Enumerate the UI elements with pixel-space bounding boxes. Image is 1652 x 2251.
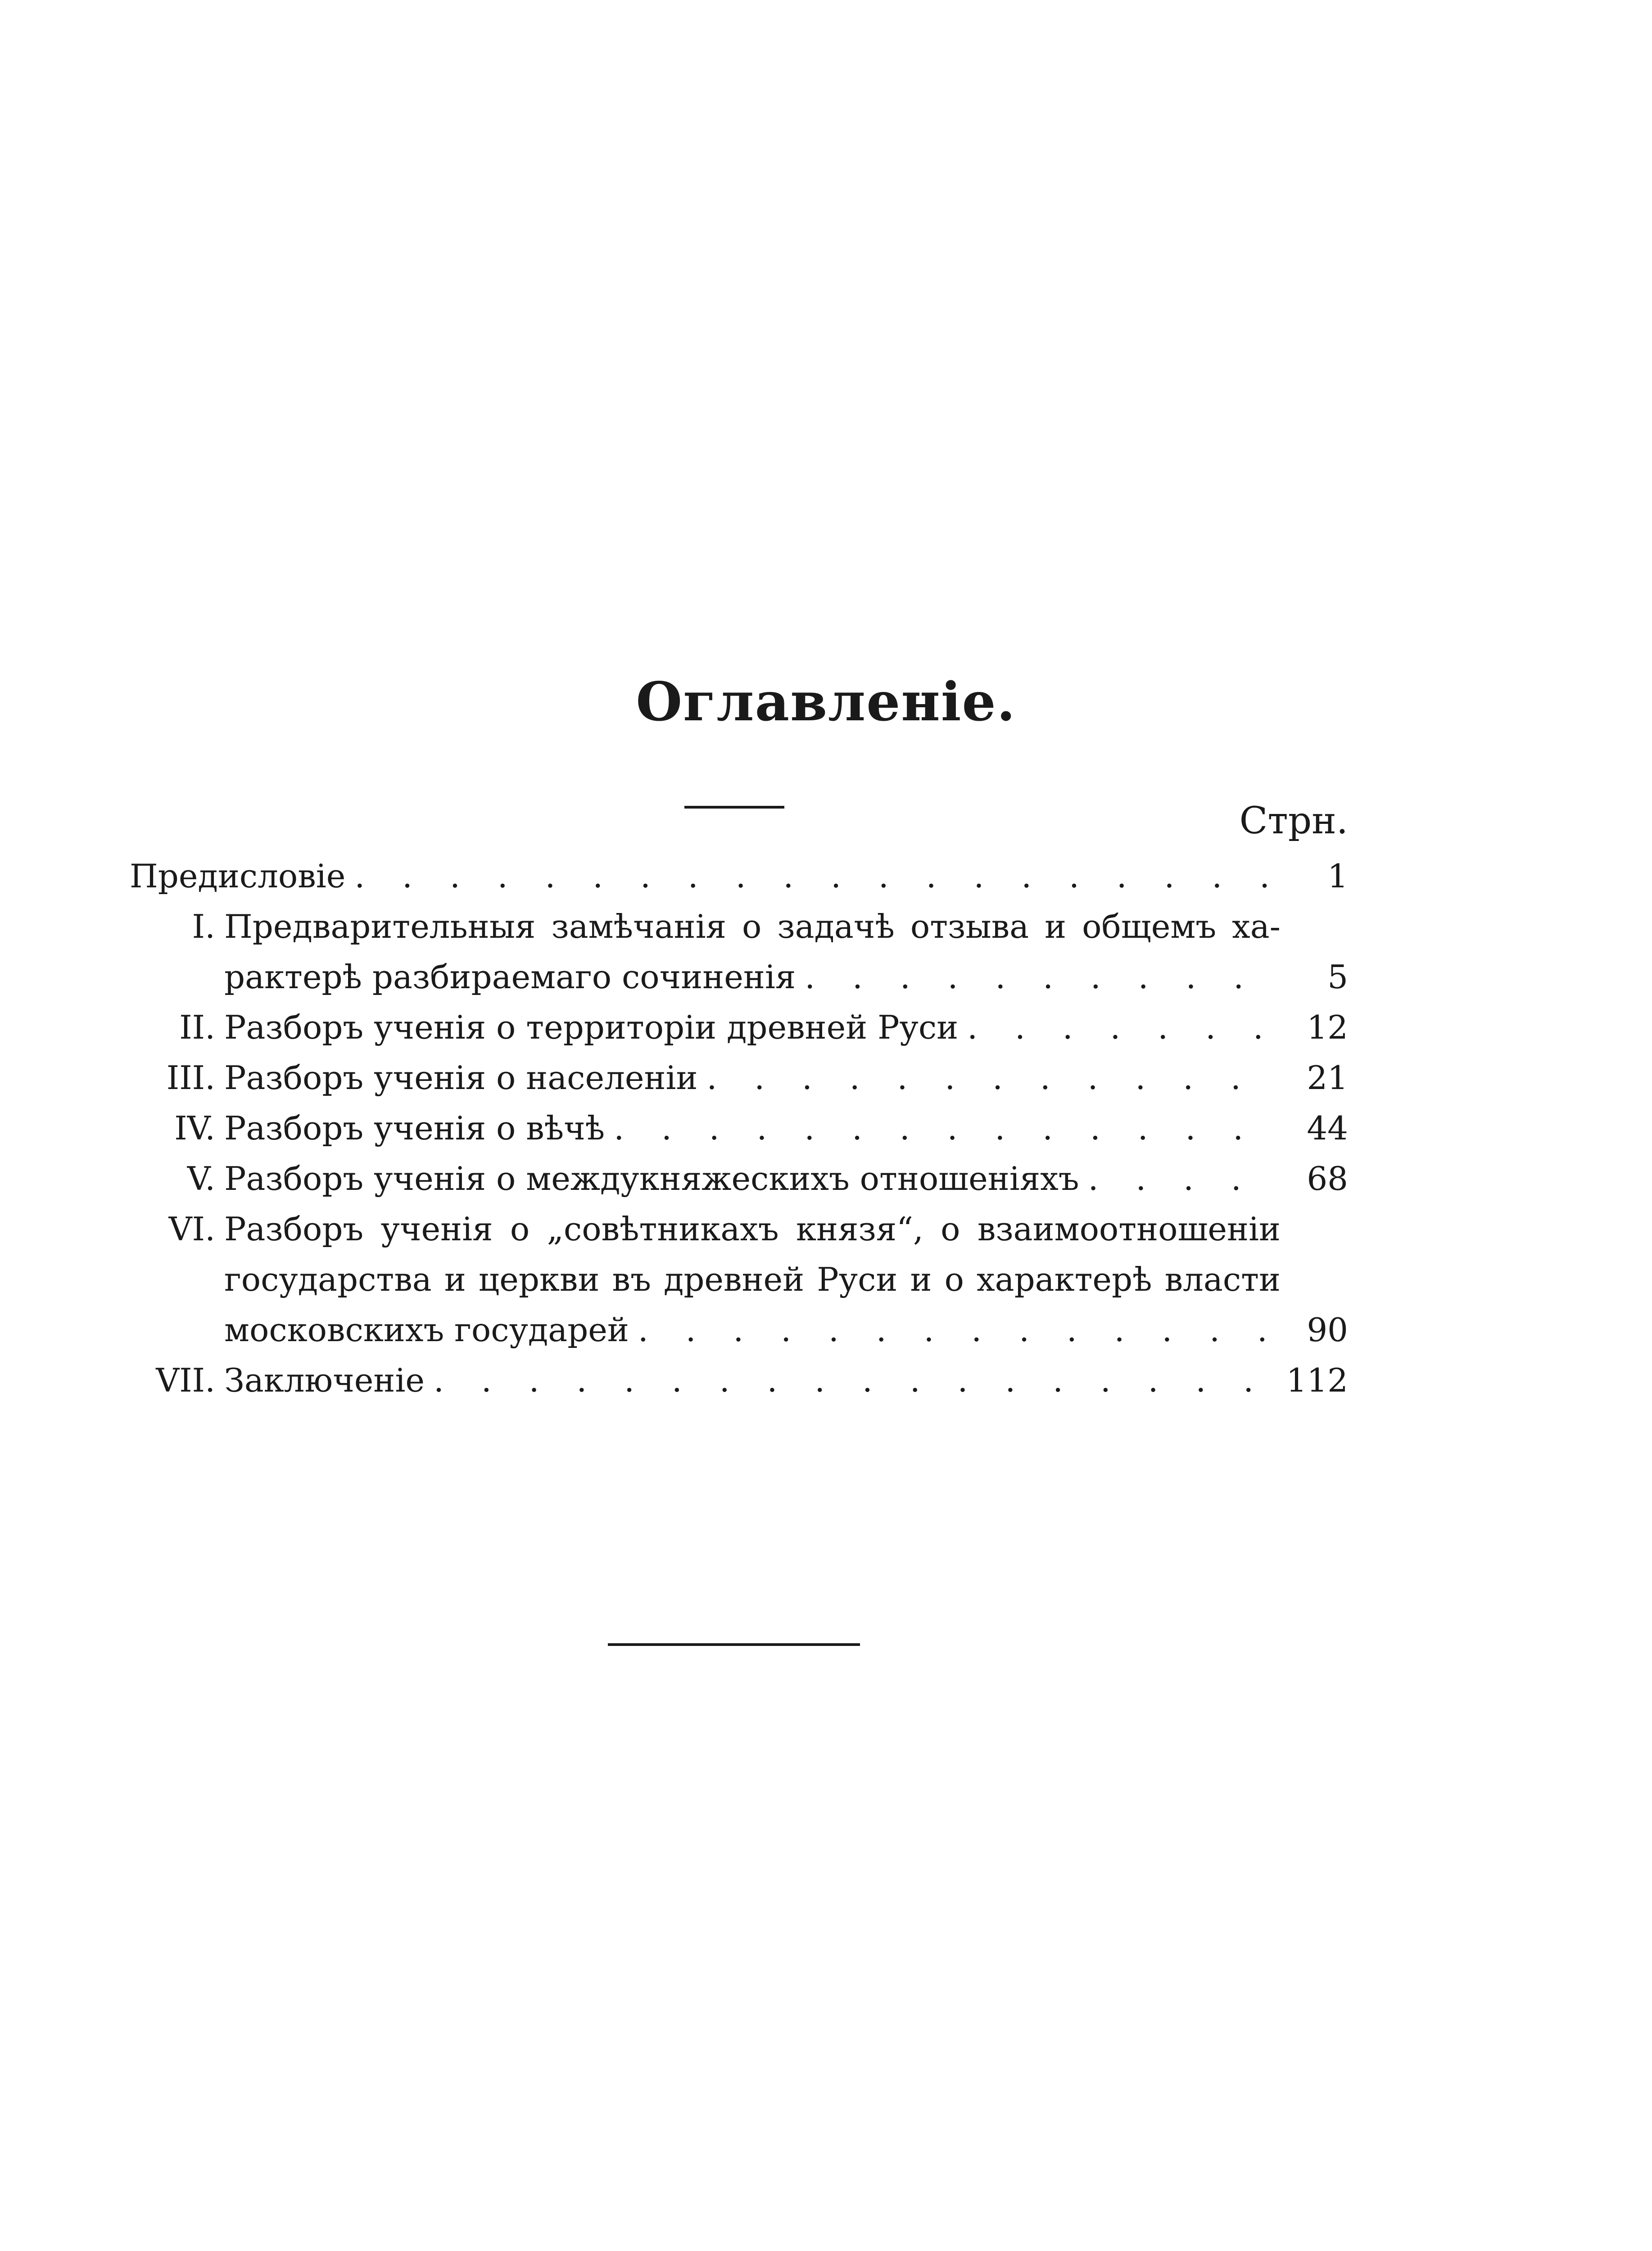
- toc-entry-line: [224, 1305, 1281, 1355]
- toc-chapter-number: VI.: [168, 1210, 215, 1248]
- toc-page-number: 44: [1307, 1109, 1348, 1147]
- toc-entry-title: Разборъ ученія о вѣчѣ: [224, 1109, 605, 1147]
- toc-page-number: 1: [1327, 857, 1348, 895]
- toc-page-number: 12: [1307, 1008, 1348, 1046]
- toc-entry-title-continued: государства и церкви въ древней Руси и о характерѣ власти: [224, 1261, 1281, 1298]
- dot-leader: [805, 952, 1281, 1002]
- toc-entry-6: [130, 1204, 1348, 1355]
- page-title: Оглавленіе.: [636, 670, 1016, 733]
- toc-chapter-number: VII.: [156, 1361, 215, 1399]
- toc-page-number: 90: [1307, 1311, 1348, 1349]
- toc-entry-line: [224, 1103, 1281, 1153]
- dot-leader: [638, 1305, 1281, 1355]
- toc-chapter-number: III.: [166, 1059, 215, 1097]
- toc-entry-line: [224, 1002, 1281, 1053]
- toc-page-number: 5: [1327, 958, 1348, 996]
- toc-entry-title: Заключеніе: [224, 1361, 425, 1399]
- toc-entry-title-continued: московскихъ государей: [224, 1311, 629, 1349]
- table-of-contents: [130, 851, 1348, 1406]
- toc-chapter-number: I.: [192, 908, 215, 945]
- toc-entry-title: Разборъ ученія о территоріи древней Руси: [224, 1008, 959, 1046]
- toc-entry-3: [130, 1053, 1348, 1103]
- toc-entry-line: [224, 952, 1281, 1002]
- toc-entry-4: [130, 1103, 1348, 1153]
- toc-chapter-number: V.: [187, 1160, 215, 1198]
- toc-entry-1: [130, 901, 1348, 1002]
- toc-chapter-number: IV.: [174, 1109, 215, 1147]
- dot-leader: [614, 1103, 1281, 1153]
- toc-entry-2: [130, 1002, 1348, 1053]
- closing-rule: [608, 1643, 860, 1646]
- toc-entry-title: Разборъ ученія о междукняжескихъ отношеніяхъ: [224, 1160, 1079, 1198]
- dot-leader: [354, 851, 1281, 901]
- title-divider: [684, 806, 784, 809]
- toc-entry-title: Предисловіе: [130, 857, 346, 895]
- dot-leader: [434, 1355, 1281, 1406]
- page-column-header: Стрн.: [1239, 800, 1348, 842]
- toc-entry-preface: [130, 851, 1348, 901]
- toc-entry-title: Предварительныя замѣчанія о задачѣ отзыва и общемъ ха-: [224, 908, 1281, 945]
- dot-leader: [706, 1053, 1281, 1103]
- dot-leader: [1088, 1153, 1281, 1204]
- toc-page-number: 68: [1307, 1160, 1348, 1198]
- toc-entry-7: [130, 1355, 1348, 1406]
- toc-page-number: 112: [1286, 1361, 1348, 1399]
- toc-entry-5: [130, 1153, 1348, 1204]
- toc-chapter-number: II.: [179, 1008, 215, 1046]
- toc-entry-line: [224, 1355, 1281, 1406]
- toc-entry-line: [224, 1053, 1281, 1103]
- toc-entry-line: [130, 851, 1281, 901]
- toc-page-number: 21: [1307, 1059, 1348, 1097]
- toc-entry-title: Разборъ ученія о населеніи: [224, 1059, 698, 1097]
- dot-leader: [967, 1002, 1281, 1053]
- toc-entry-line: [224, 1153, 1281, 1204]
- toc-entry-title-continued: рактерѣ разбираемаго сочиненія: [224, 958, 796, 996]
- toc-entry-title: Разборъ ученія о „совѣтникахъ князя“, о взаимоотношеніи: [224, 1210, 1281, 1248]
